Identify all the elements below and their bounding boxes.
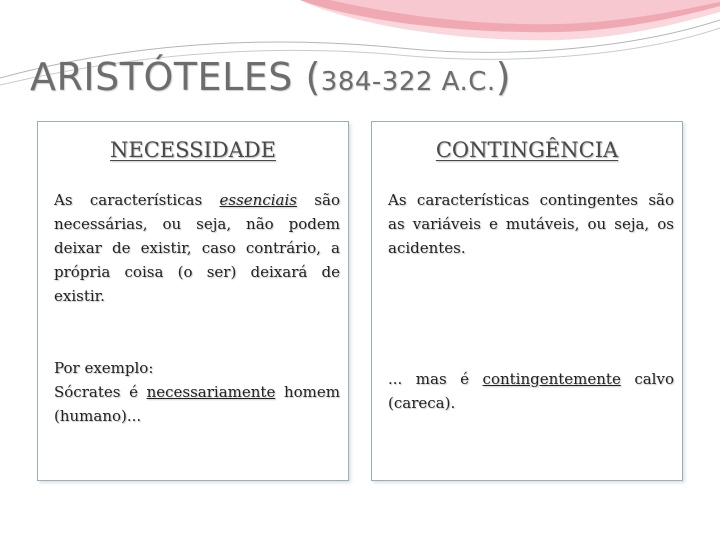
contingency-panel [371,121,683,481]
contingency-definition: As características contingentes são as variáveis e mutáveis, ou seja, os acidentes. [388,191,674,257]
necessity-panel [37,121,349,481]
title-years: 384-322 A.C. [320,67,496,97]
essential-term: essenciais [219,191,297,209]
contingency-example-text-b: calvo (careca). [388,370,674,412]
necessity-definition-text-b: são necessárias, ou seja, não podem deixar de existir, caso contrário, a própria coisa (o ser) deixará de existir. [54,191,340,305]
necessity-definition-text-a: As características [54,191,220,209]
title-close: ) [495,55,512,99]
necessarily-term: necessariamente [146,383,276,401]
contingency-heading: CONTINGÊNCIA [435,138,619,162]
example-intro: Por exemplo: [54,359,154,377]
necessity-example [54,356,340,428]
necessity-heading: NECESSIDADE [110,138,276,162]
necessity-example-text-b: homem (humano)... [54,383,340,425]
contingency-example [388,367,674,415]
contingency-example-text-a: ... mas é [388,370,483,388]
title-main: ARISTÓTELES ( [30,55,321,99]
necessity-definition [54,188,340,308]
contingently-term: contingentemente [482,370,621,388]
slide-title [30,55,511,99]
necessity-example-text-a: Sócrates é [54,383,147,401]
